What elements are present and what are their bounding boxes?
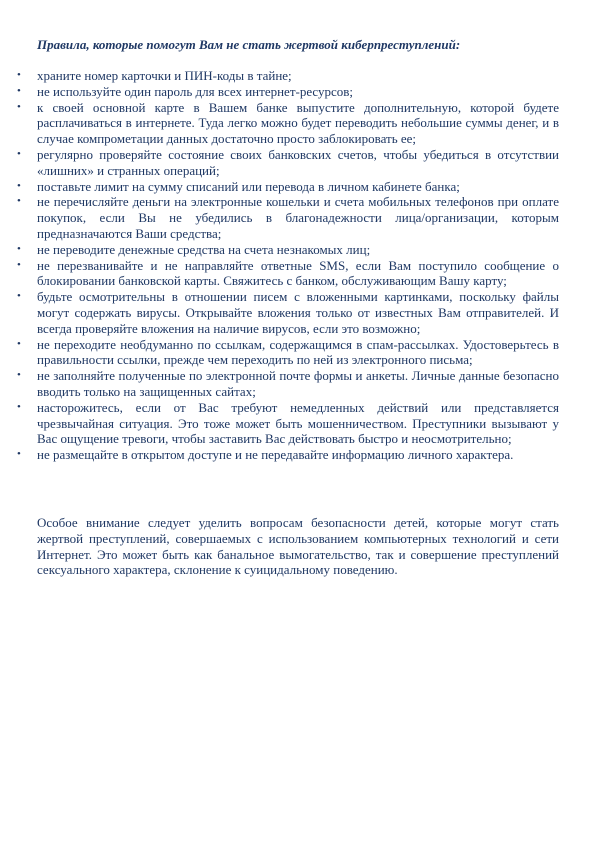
list-item — [17, 179, 559, 195]
list-item-text: не используйте один пароль для всех интернет-ресурсов; — [37, 83, 354, 99]
list-item-text: насторожитесь, если от Вас требуют немедленных действий или представляется чрезвычайная ситуация. Это тоже может быть мошенничеством. Преступники вызывают у Вас ощущение тревоги, чтобы заставить Вас действовать быстро и неосмотрительно; — [37, 399, 559, 447]
list-item — [17, 147, 559, 179]
list-item-text: не размещайте в открытом доступе и не передавайте информацию личного характера. — [37, 447, 514, 463]
rules-list — [17, 68, 559, 463]
list-item — [17, 100, 559, 147]
list-item-text: будьте осмотрительны в отношении писем с вложенными картинками, поскольку файлы могут содержать вирусы. Открывайте вложения только от известных Вам отправителей. И всегда проверяйте вложения на наличие вирусов, если это возможно; — [37, 289, 559, 336]
list-item — [17, 84, 559, 100]
bullet-icon: • — [17, 400, 21, 413]
bullet-icon: • — [17, 448, 21, 461]
closing-paragraph: Особое внимание следует уделить вопросам безопасности детей, которые могут стать жертвой преступлений, совершаемых с использованием компьютерных технологий и сети Интернет. Это может быть как банальное вымогательство, так и совершение преступлений сексуального характера, склонение к суицидальному поведению. — [37, 515, 559, 578]
list-item-text: поставьте лимит на сумму списаний или перевода в личном кабинете банка; — [37, 178, 460, 194]
list-item-text: не переводите денежные средства на счета незнакомых лиц; — [37, 241, 371, 257]
bullet-icon: • — [17, 290, 21, 303]
bullet-icon: • — [17, 84, 21, 97]
list-item-text: храните номер карточки и ПИН-коды в тайне; — [37, 68, 292, 83]
bullet-icon: • — [17, 369, 21, 382]
list-item-text: к своей основной карте в Вашем банке выпустите дополнительную, которой будете расплачиваться в интернете. Туда легко можно будет переводить небольшие суммы денег, и в случае компрометации данных достаточно просто заблокировать ее; — [37, 99, 559, 147]
list-item-text: не перезванивайте и не направляйте ответные SMS, если Вам поступило сообщение о блокировании банковской карты. Свяжитесь с банком, обслуживающим Вашу карту; — [37, 257, 559, 289]
list-item — [17, 68, 559, 84]
bullet-icon: • — [17, 258, 21, 271]
list-item — [17, 337, 559, 369]
list-item-text: не перечисляйте деньги на электронные кошельки и счета мобильных телефонов при оплате покупок, если Вы не убедились в благонадежности лица/организации, которым предназначаются Ваши средства; — [37, 194, 559, 241]
bullet-icon: • — [17, 242, 21, 255]
page-title: Правила, которые помогут Вам не стать жертвой киберпреступлений: — [37, 37, 461, 52]
bullet-icon: • — [17, 337, 21, 350]
list-item — [17, 368, 559, 400]
bullet-icon: • — [17, 147, 21, 160]
list-item-text: не переходите необдуманно по ссылкам, содержащимся в спам-рассылках. Удостоверьтесь в правильности ссылки, прежде чем переходить по ней из электронного письма; — [37, 336, 559, 368]
bullet-icon: • — [17, 69, 21, 81]
bullet-icon: • — [17, 179, 21, 192]
list-item-text: не заполняйте полученные по электронной почте формы и анкеты. Личные данные безопасно вводить только на защищенных сайтах; — [37, 368, 559, 399]
list-item — [17, 194, 559, 241]
bullet-icon: • — [17, 195, 21, 208]
bullet-icon: • — [17, 100, 21, 113]
list-item-text: регулярно проверяйте состояние своих банковских счетов, чтобы убедиться в отсутствии «лишних» и странных операций; — [37, 146, 559, 178]
list-item — [17, 447, 559, 463]
list-item — [17, 400, 559, 447]
list-item — [17, 289, 559, 336]
list-item — [17, 242, 559, 258]
list-item — [17, 258, 559, 290]
